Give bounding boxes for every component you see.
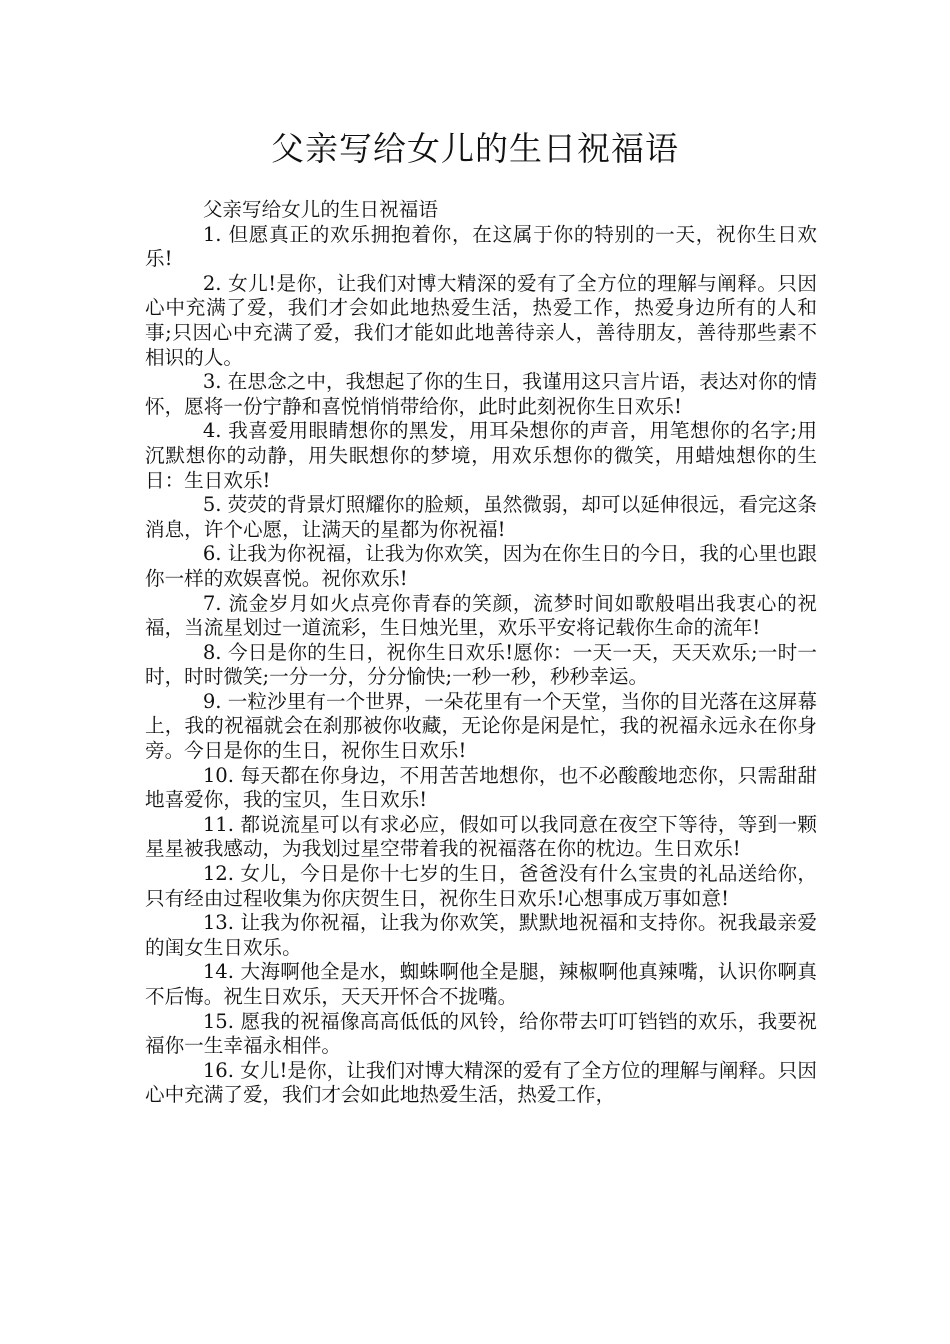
- paragraph-5: 5. 荧荧的背景灯照耀你的脸颊，虽然微弱，却可以延伸很远，看完这条消息，许个心愿，让满天的星都为你祝福!: [145, 493, 817, 541]
- paragraph-11: 11. 都说流星可以有求必应，假如可以我同意在夜空下等待，等到一颗星星被我感动，为我划过星空带着我的祝福落在你的枕边。生日欢乐!: [145, 812, 817, 861]
- paragraph-3: 3. 在思念之中，我想起了你的生日，我谨用这只言片语，表达对你的情怀，愿将一份宁静和喜悦悄悄带给你，此时此刻祝你生日欢乐!: [145, 370, 817, 418]
- paragraph-1: 1. 但愿真正的欢乐拥抱着你，在这属于你的特别的一天，祝你生日欢乐!: [145, 222, 817, 271]
- paragraph-7: 7. 流金岁月如火点亮你青春的笑颜，流梦时间如歌般唱出我衷心的祝福，当流星划过一道流彩，生日烛光里，欢乐平安将记载你生命的流年!: [145, 591, 817, 640]
- page-title: 父亲写给女儿的生日祝福语: [271, 129, 679, 168]
- paragraph-10: 10. 每天都在你身边，不用苦苦地想你，也不必酸酸地恋你，只需甜甜地喜爱你，我的宝贝，生日欢乐!: [145, 763, 817, 812]
- paragraph-2: 2. 女儿!是你，让我们对博大精深的爱有了全方位的理解与阐释。只因心中充满了爱，我们才会如此地热爱生活，热爱工作，热爱身边所有的人和事;只因心中充满了爱，我们才能如此地善待亲人，善待朋友，善待那些素不相识的人。: [145, 271, 817, 369]
- paragraph-8: 8. 今日是你的生日，祝你生日欢乐!愿你：一天一天，天天欢乐;一时一时，时时微笑;一分一分，分分愉快;一秒一秒，秒秒幸运。: [145, 640, 817, 689]
- paragraph-16: 16. 女儿!是你，让我们对博大精深的爱有了全方位的理解与阐释。只因心中充满了爱，我们才会如此地热爱生活，热爱工作，: [145, 1058, 817, 1107]
- paragraph-9: 9. 一粒沙里有一个世界，一朵花里有一个天堂，当你的目光落在这屏幕上，我的祝福就会在刹那被你收藏，无论你是闲是忙，我的祝福永远永在你身旁。今日是你的生日，祝你生日欢乐!: [145, 689, 817, 763]
- paragraph-14: 14. 大海啊他全是水，蜘蛛啊他全是腿，辣椒啊他真辣嘴，认识你啊真不后悔。祝生日欢乐，天天开怀合不拢嘴。: [145, 960, 817, 1008]
- paragraph-13: 13. 让我为你祝福，让我为你欢笑，默默地祝福和支持你。祝我最亲爱的闺女生日欢乐。: [145, 911, 817, 959]
- subtitle-paragraph: 父亲写给女儿的生日祝福语: [202, 198, 438, 221]
- paragraph-6: 6. 让我为你祝福，让我为你欢笑，因为在你生日的今日，我的心里也跟你一样的欢娱喜悦。祝你欢乐!: [145, 542, 817, 590]
- document-body: [145, 198, 817, 1108]
- paragraph-12: 12. 女儿，今日是你十七岁的生日，爸爸没有什么宝贵的礼品送给你，只有经由过程收集为你庆贺生日，祝你生日欢乐!心想事成万事如意!: [145, 862, 817, 910]
- paragraph-4: 4. 我喜爱用眼睛想你的黑发，用耳朵想你的声音，用笔想你的名字;用沉默想你的动静，用失眠想你的梦境，用欢乐想你的微笑，用蜡烛想你的生日：生日欢乐!: [145, 419, 817, 492]
- paragraph-15: 15. 愿我的祝福像高高低低的风铃，给你带去叮叮铛铛的欢乐，我要祝福你一生幸福永相伴。: [145, 1009, 817, 1058]
